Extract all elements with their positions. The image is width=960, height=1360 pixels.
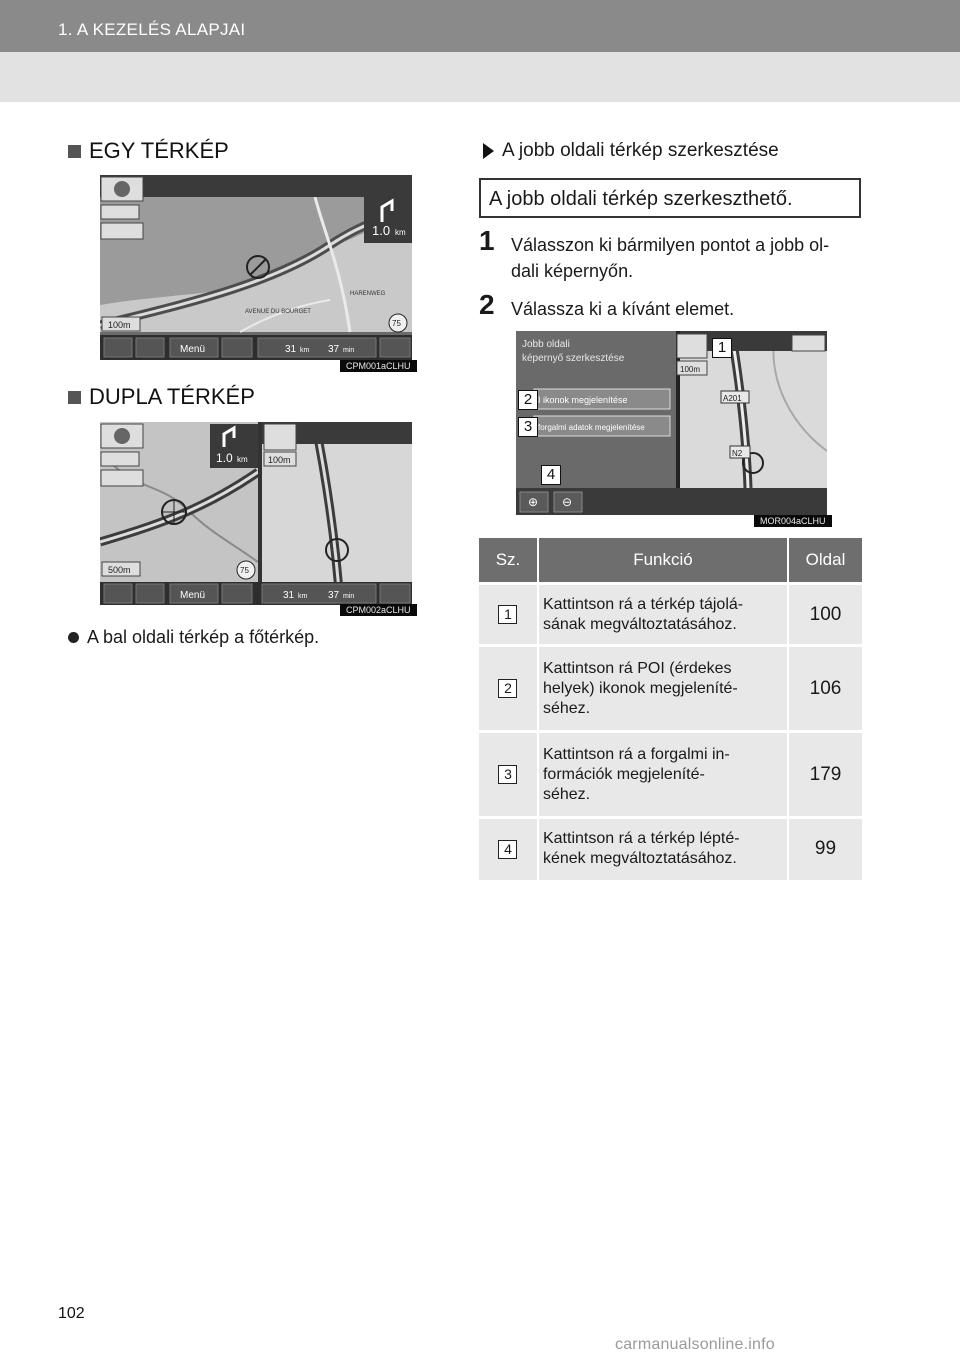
dual-remaining-km: 31 bbox=[283, 590, 295, 601]
page-number: 102 bbox=[58, 1305, 85, 1322]
step-number: 1 bbox=[479, 225, 495, 256]
single-distance: 1.0 bbox=[372, 223, 391, 238]
dual-map-screenshot bbox=[100, 422, 412, 605]
subheading-text: A jobb oldali térkép szerkesztése bbox=[502, 140, 779, 161]
row-page: 106 bbox=[788, 646, 862, 732]
single-menu-label: Menü bbox=[180, 344, 206, 355]
function-table bbox=[479, 538, 862, 880]
square-bullet-icon bbox=[68, 145, 81, 158]
dual-scale-left: 500m bbox=[108, 565, 131, 575]
step-2 bbox=[479, 289, 869, 322]
dual-scale-right: 100m bbox=[268, 455, 291, 465]
row-function-line: Kattintson rá a térkép lépté- bbox=[542, 830, 740, 848]
edit-title-line2: képernyő szerkesztése bbox=[522, 353, 625, 364]
header-band bbox=[0, 52, 960, 102]
dual-map-render bbox=[100, 422, 412, 605]
row-function-line: sának megváltoztatásához. bbox=[542, 615, 737, 633]
single-route-badge: 75 bbox=[392, 319, 401, 328]
row-number-cell bbox=[479, 732, 538, 818]
edit-screen-screenshot bbox=[516, 331, 827, 515]
single-remaining-time-unit: min bbox=[343, 347, 355, 354]
chapter-title: 1. A KEZELÉS ALAPJAI bbox=[58, 20, 246, 39]
section-title-text: DUPLA TÉRKÉP bbox=[89, 384, 255, 409]
row-number-cell bbox=[479, 584, 538, 646]
editable-note-text: A jobb oldali térkép szerkeszthető. bbox=[489, 188, 793, 210]
single-street2: HARENWEG bbox=[350, 291, 386, 297]
callout-4: 4 bbox=[541, 465, 561, 485]
edit-btn-traffic: forgalmi adatok megjelenítése bbox=[538, 423, 645, 432]
editable-note-box bbox=[479, 178, 861, 218]
table-row bbox=[479, 818, 862, 880]
single-remaining-km-unit: km bbox=[300, 347, 310, 354]
row-number: 4 bbox=[498, 840, 517, 859]
svg-text:⊕: ⊕ bbox=[528, 495, 539, 509]
row-function-line: Kattintson rá a forgalmi in- bbox=[542, 745, 730, 763]
col-header-number: Sz. bbox=[479, 538, 538, 584]
section-title-single-map bbox=[68, 138, 229, 164]
row-function-line: formációk megjeleníté- bbox=[542, 765, 705, 783]
row-function-line: Kattintson rá POI (érdekes bbox=[542, 659, 732, 677]
dual-menu-label: Menü bbox=[180, 590, 206, 601]
site-watermark[interactable]: carmanualsonline.info bbox=[615, 1336, 775, 1353]
single-map-render bbox=[100, 175, 412, 360]
dual-route-badge: 75 bbox=[240, 566, 249, 575]
edit-road-a: A201 bbox=[723, 394, 742, 403]
table-row bbox=[479, 732, 862, 818]
square-bullet-icon bbox=[68, 391, 81, 404]
dual-distance-unit: km bbox=[237, 455, 248, 464]
single-map-code: CPM001aCLHU bbox=[340, 360, 417, 372]
dot-bullet-icon bbox=[68, 632, 79, 643]
row-number-cell bbox=[479, 818, 538, 880]
row-function-line: kének megváltoztatásához. bbox=[542, 850, 737, 868]
single-street1: AVENUE DU BOURGET bbox=[245, 309, 311, 315]
step-line: Válasszon ki bármilyen pontot a jobb ol- bbox=[511, 235, 830, 255]
main-map-note bbox=[68, 627, 319, 648]
row-page: 179 bbox=[788, 732, 862, 818]
chapter-header bbox=[0, 0, 960, 52]
triangle-bullet-icon bbox=[483, 143, 494, 159]
dual-map-code: CPM002aCLHU bbox=[340, 604, 417, 616]
edit-btn-poi: I ikonok megjelenítése bbox=[538, 395, 628, 405]
edit-screen-render bbox=[516, 331, 827, 515]
subheading bbox=[483, 140, 779, 162]
step-line: dali képernyőn. bbox=[511, 261, 634, 281]
dual-remaining-time-unit: min bbox=[343, 593, 355, 600]
table-row bbox=[479, 584, 862, 646]
callout-1: 1 bbox=[712, 338, 732, 358]
single-remaining-km: 31 bbox=[285, 344, 297, 355]
single-distance-unit: km bbox=[395, 228, 406, 237]
callout-3: 3 bbox=[518, 417, 538, 437]
edit-road-n: N2 bbox=[732, 449, 743, 458]
row-function-cell bbox=[538, 818, 788, 880]
main-map-note-text: A bal oldali térkép a főtérkép. bbox=[87, 627, 320, 647]
edit-title-line1: Jobb oldali bbox=[522, 339, 570, 350]
table-row bbox=[479, 646, 862, 732]
row-number: 3 bbox=[498, 765, 517, 784]
row-page: 100 bbox=[788, 584, 862, 646]
col-header-function: Funkció bbox=[538, 538, 788, 584]
section-title-dual-map bbox=[68, 384, 255, 410]
step-number: 2 bbox=[479, 289, 495, 320]
row-page: 99 bbox=[788, 818, 862, 880]
row-number-cell bbox=[479, 646, 538, 732]
row-function-line: helyek) ikonok megjeleníté- bbox=[542, 679, 738, 697]
svg-text:⊖: ⊖ bbox=[562, 495, 573, 509]
row-function-line: séhez. bbox=[542, 785, 591, 803]
row-number: 1 bbox=[498, 605, 517, 624]
row-function-line: Kattintson rá a térkép tájolá- bbox=[542, 595, 744, 613]
dual-remaining-km-unit: km bbox=[298, 593, 308, 600]
row-function-cell bbox=[538, 646, 788, 732]
dual-distance: 1.0 bbox=[216, 451, 233, 465]
callout-2: 2 bbox=[518, 390, 538, 410]
edit-scale: 100m bbox=[680, 365, 701, 374]
step-line: Válassza ki a kívánt elemet. bbox=[511, 299, 735, 319]
row-function-cell bbox=[538, 732, 788, 818]
step-1 bbox=[479, 225, 869, 284]
section-title-text: EGY TÉRKÉP bbox=[89, 138, 229, 163]
col-header-page: Oldal bbox=[788, 538, 862, 584]
row-number: 2 bbox=[498, 679, 517, 698]
dual-remaining-time: 37 bbox=[328, 590, 340, 601]
edit-screen-code: MOR004aCLHU bbox=[754, 515, 832, 527]
row-function-cell bbox=[538, 584, 788, 646]
row-function-line: séhez. bbox=[542, 699, 591, 717]
single-map-screenshot bbox=[100, 175, 412, 360]
single-remaining-time: 37 bbox=[328, 344, 340, 355]
single-scale: 100m bbox=[108, 320, 131, 330]
table-header-row bbox=[479, 538, 862, 584]
